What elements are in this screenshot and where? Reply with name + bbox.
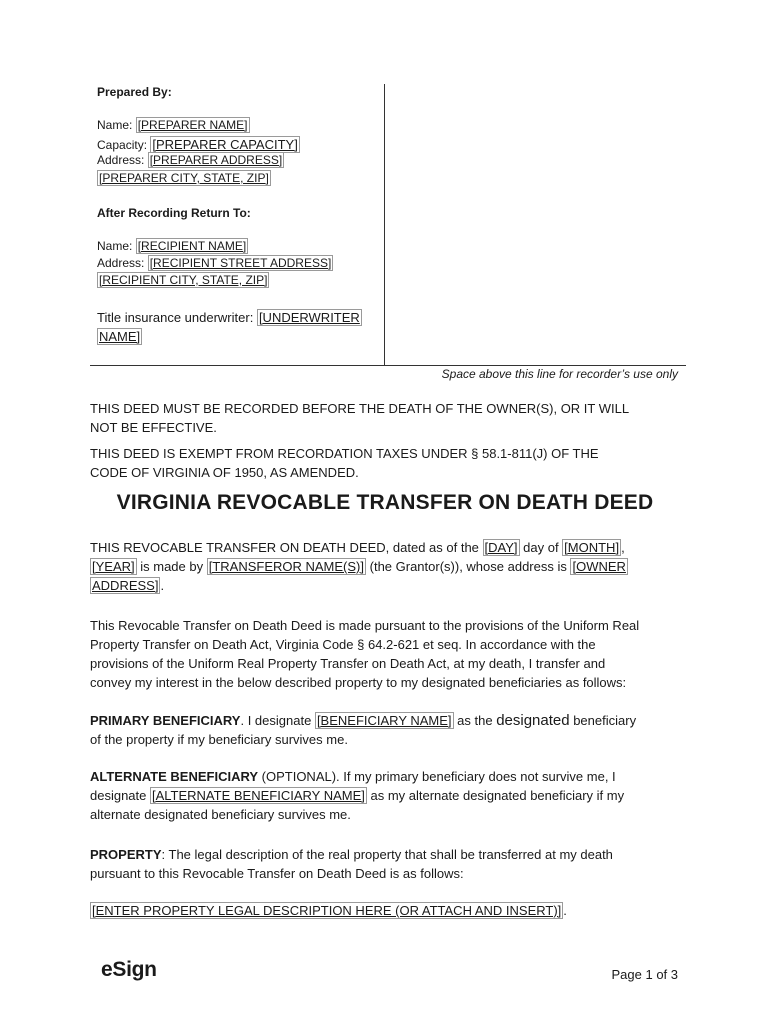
primary-beneficiary-paragraph — [90, 711, 636, 749]
property-label: PROPERTY — [90, 847, 162, 862]
recipient-name-row — [97, 238, 248, 255]
property-paragraph — [90, 845, 613, 883]
beneficiary-name-field[interactable]: [BENEFICIARY NAME] — [316, 713, 452, 728]
purpose-line-4: convey my interest in the below described property to my designated beneficiaries as follows: — [90, 675, 627, 690]
underwriter-field-cont[interactable]: NAME] — [99, 329, 141, 344]
month-field[interactable]: [MONTH] — [564, 540, 620, 555]
primary-text-3: designated — [496, 712, 570, 729]
purpose-paragraph — [90, 616, 639, 692]
property-description-field[interactable]: [ENTER PROPERTY LEGAL DESCRIPTION HERE (OR ATTACH AND INSERT)] — [92, 903, 562, 918]
underwriter-field[interactable]: [UNDERWRITER — [258, 310, 360, 325]
underwriter-label: Title insurance underwriter: — [97, 310, 254, 325]
intro-line-1 — [90, 538, 690, 557]
recorder-note: Space above this line for recorder’s use only — [441, 367, 678, 381]
recipient-address-row — [97, 255, 333, 272]
underwriter-row — [97, 308, 362, 327]
notice-recording — [90, 399, 629, 437]
notice-recording-line-1: THIS DEED MUST BE RECORDED BEFORE THE DEATH OF THE OWNER(S), OR IT WILL — [90, 401, 630, 416]
intro-paragraph — [90, 538, 690, 595]
alternate-text-1: (OPTIONAL). If my primary beneficiary does not survive me, I — [258, 769, 616, 784]
page-number: Page 1 of 3 — [611, 967, 678, 982]
property-description-row — [90, 901, 567, 920]
alternate-beneficiary-name-field[interactable]: [ALTERNATE BENEFICIARY NAME] — [152, 788, 365, 803]
recipient-address-label: Address: — [97, 256, 145, 270]
recipient-city-row — [97, 272, 269, 289]
preparer-capacity-label: Capacity: — [97, 138, 148, 152]
primary-line-1 — [90, 711, 636, 730]
purpose-line-2: Property Transfer on Death Act, Virginia Code § 64.2-621 et seq. In accordance with the — [90, 637, 596, 652]
intro-text-4: is made by — [136, 559, 207, 574]
recipient-name-label: Name: — [97, 239, 133, 253]
header-vertical-divider — [384, 84, 385, 365]
preparer-city-row — [97, 170, 271, 187]
preparer-address-label: Address: — [97, 153, 145, 167]
return-to-heading: After Recording Return To: — [97, 206, 251, 220]
intro-text-2: day of — [519, 540, 563, 555]
recorder-space-line — [90, 365, 686, 366]
preparer-address-field[interactable]: [PREPARER ADDRESS] — [149, 153, 283, 167]
preparer-capacity-field[interactable]: [PREPARER CAPACITY] — [152, 137, 298, 152]
primary-text-4: beneficiary — [569, 713, 637, 728]
preparer-name-label: Name: — [97, 118, 133, 132]
owner-address-field-cont[interactable]: ADDRESS] — [92, 578, 159, 593]
notice-exempt-line-1: THIS DEED IS EXEMPT FROM RECORDATION TAXES UNDER § 58.1-811(J) OF THE — [90, 446, 599, 461]
primary-text-2: as the — [453, 713, 497, 728]
primary-label: PRIMARY BENEFICIARY — [90, 713, 241, 728]
primary-line-2: of the property if my beneficiary survives me. — [90, 732, 348, 747]
preparer-city-field[interactable]: [PREPARER CITY, STATE, ZIP] — [99, 171, 269, 185]
intro-line-2 — [90, 557, 690, 576]
alternate-text-3: as my alternate designated beneficiary if my — [366, 788, 625, 803]
preparer-name-field[interactable]: [PREPARER NAME] — [137, 118, 248, 132]
primary-text-1: . I designate — [240, 713, 315, 728]
intro-line-3 — [90, 576, 690, 595]
prepared-by-heading: Prepared By: — [97, 85, 172, 99]
recipient-address-field[interactable]: [RECIPIENT STREET ADDRESS] — [149, 256, 332, 270]
property-line-1 — [90, 845, 613, 864]
intro-text-3: , — [621, 540, 625, 555]
year-field[interactable]: [YEAR] — [92, 559, 135, 574]
alternate-line-2 — [90, 786, 624, 805]
owner-address-field[interactable]: [OWNER — [572, 559, 626, 574]
intro-text-6: . — [160, 578, 165, 593]
notice-exempt — [90, 444, 599, 482]
underwriter-row-2 — [97, 327, 142, 346]
esign-logo: eSign — [101, 958, 157, 981]
day-field[interactable]: [DAY] — [484, 540, 518, 555]
alternate-label: ALTERNATE BENEFICIARY — [90, 769, 259, 784]
preparer-name-row — [97, 117, 250, 134]
alternate-line-3: alternate designated beneficiary survives me. — [90, 807, 351, 822]
notice-recording-line-2: NOT BE EFFECTIVE. — [90, 420, 217, 435]
page-title: VIRGINIA REVOCABLE TRANSFER ON DEATH DEED — [116, 491, 654, 514]
transferor-field[interactable]: [TRANSFEROR NAME(S)] — [208, 559, 365, 574]
notice-exempt-line-2: CODE OF VIRGINIA OF 1950, AS AMENDED. — [90, 465, 359, 480]
property-line-2: pursuant to this Revocable Transfer on Death Deed is as follows: — [90, 866, 464, 881]
recipient-city-field[interactable]: [RECIPIENT CITY, STATE, ZIP] — [99, 273, 268, 287]
property-text-1: : The legal description of the real property that shall be transferred at my death — [161, 847, 613, 862]
alternate-beneficiary-paragraph — [90, 767, 624, 824]
intro-text-1: THIS REVOCABLE TRANSFER ON DEATH DEED, dated as of the — [90, 540, 483, 555]
alternate-text-2: designate — [90, 788, 150, 803]
purpose-line-1: This Revocable Transfer on Death Deed is made pursuant to the provisions of the Uniform Real — [90, 618, 640, 633]
alternate-line-1 — [90, 767, 624, 786]
purpose-line-3: provisions of the Uniform Real Property Transfer on Death Act, at my death, I transfer and — [90, 656, 606, 671]
recipient-name-field[interactable]: [RECIPIENT NAME] — [137, 239, 247, 253]
intro-text-5: (the Grantor(s)), whose address is — [366, 559, 571, 574]
preparer-address-row — [97, 152, 284, 169]
property-description-end: . — [563, 903, 567, 918]
